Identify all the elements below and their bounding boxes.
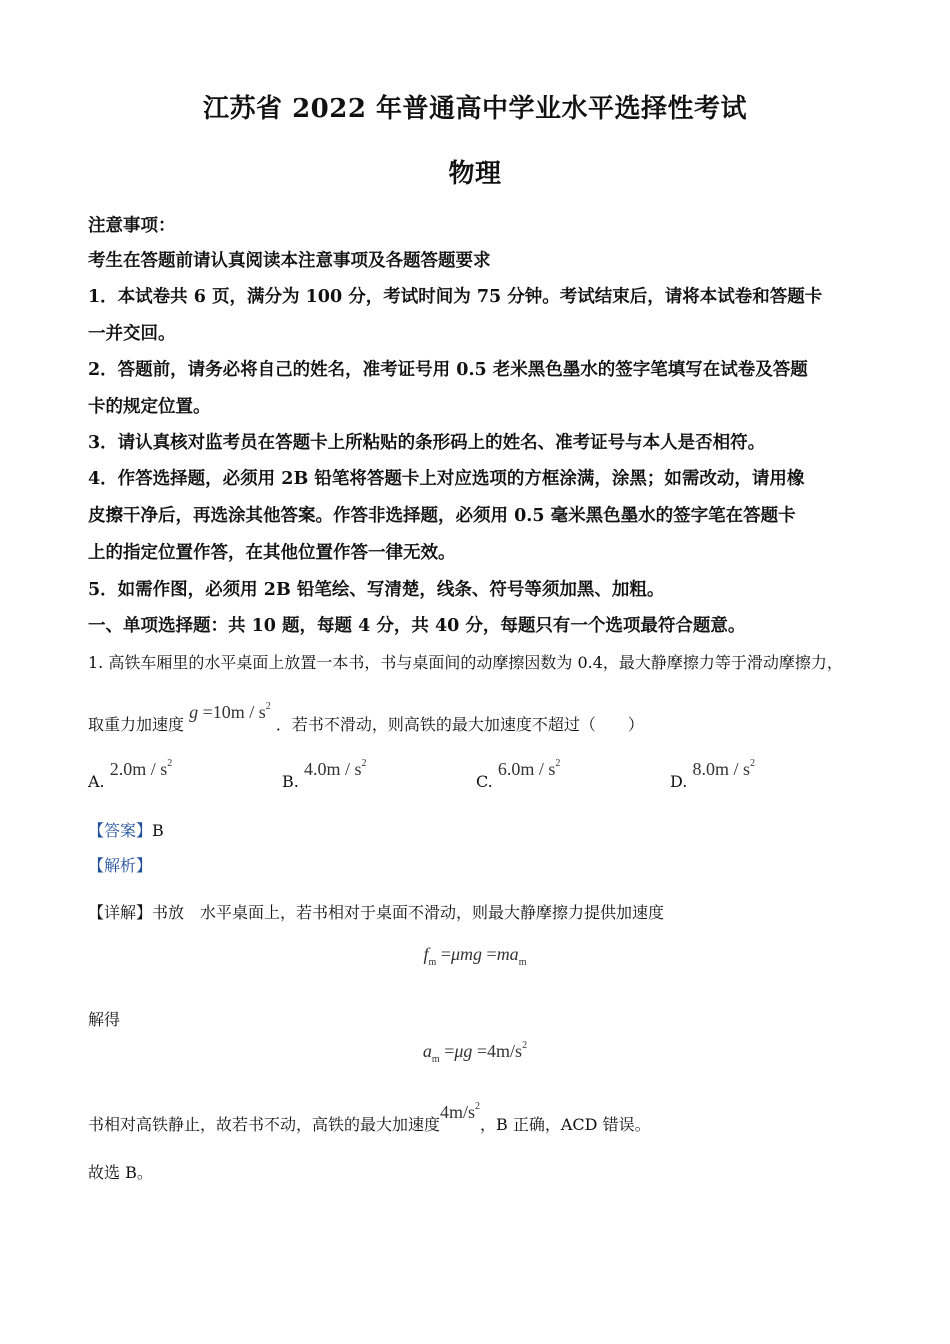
notice-item-4: 4．作答选择题，必须用 2B 铅笔将答题卡上对应选项的方框涂满，涂黑；如需改动，请用橡 xyxy=(88,469,805,489)
exponent: 2 xyxy=(475,1101,481,1112)
equation-friction xyxy=(0,944,950,968)
equals-sign: = xyxy=(440,944,451,964)
g-symbol: g xyxy=(189,702,199,722)
acceleration-value: =4m/s xyxy=(476,1041,523,1061)
option-b[interactable] xyxy=(282,758,367,791)
subscript-m: m xyxy=(428,957,437,968)
detail-line xyxy=(88,900,664,923)
option-a[interactable] xyxy=(88,758,173,791)
notice-heading: 注意事项： xyxy=(88,216,176,236)
option-c[interactable] xyxy=(476,758,561,791)
notice-item-4-cont-2: 上的指定位置作答，在其他位置作答一律无效。 xyxy=(88,543,456,563)
option-b-value: 4.0m / s xyxy=(303,759,362,779)
exponent: 2 xyxy=(265,701,271,712)
notice-item-2-cont: 卡的规定位置。 xyxy=(88,397,211,417)
exam-title: 江苏省 2022 年普通高中学业水平选择性考试 xyxy=(203,94,747,124)
gravity-formula xyxy=(189,702,271,722)
g-value: =10m / s xyxy=(202,702,266,722)
section-heading: 一、单项选择题：共 10 题，每题 4 分，共 40 分，每题只有一个选项最符合题意。 xyxy=(88,616,746,636)
option-d[interactable] xyxy=(670,758,755,791)
option-d-value: 8.0m / s xyxy=(692,759,750,779)
answer-value: B xyxy=(152,821,164,840)
option-a-letter: A. xyxy=(88,772,105,791)
conclusion-text: 书相对高铁静止，故若书不动，高铁的最大加速度 xyxy=(88,1115,441,1134)
conclusion-value: 4m/s xyxy=(440,1102,476,1122)
notice-item-1-cont: 一并交回。 xyxy=(88,324,176,344)
stem-text: 取重力加速度 xyxy=(88,715,185,734)
notice-item-1: 1．本试卷共 6 页，满分为 100 分，考试时间为 75 分钟。考试结束后，请将本试卷和答题卡 xyxy=(88,287,823,307)
option-a-value: 2.0m / s xyxy=(109,759,168,779)
option-c-value: 6.0m / s xyxy=(497,759,556,779)
exponent: 2 xyxy=(749,758,755,769)
exponent: 2 xyxy=(555,758,561,769)
notice-item-4-cont-1: 皮擦干净后，再选涂其他答案。作答非选择题，必须用 0.5 毫米黑色墨水的签字笔在答题卡 xyxy=(88,506,796,526)
answer-tag: 【答案】 xyxy=(88,821,153,840)
question-1-stem-cont xyxy=(88,700,644,734)
mu-mg: μmg xyxy=(450,944,483,964)
option-b-letter: B. xyxy=(282,772,299,791)
analysis-tag: 【解析】 xyxy=(88,856,153,875)
equation-acceleration xyxy=(0,1040,950,1065)
subscript-m: m xyxy=(431,1054,440,1065)
equals-sign: = xyxy=(444,1041,455,1061)
notice-item-2: 2．答题前，请务必将自己的姓名，准考证号用 0.5 老米黑色墨水的签字笔填写在试卷及答题 xyxy=(88,360,808,380)
notice-item-5: 5．如需作图，必须用 2B 铅笔绘、写清楚，线条、符号等须加黑、加粗。 xyxy=(88,580,665,600)
conclusion-line xyxy=(88,1100,651,1134)
ma-symbol: ma xyxy=(496,944,519,964)
subscript-m: m xyxy=(518,957,527,968)
detail-text: 书放 水平桌面上，若书相对于桌面不滑动，则最大静摩擦力提供加速度 xyxy=(152,903,665,922)
final-answer: 故选 B。 xyxy=(88,1163,153,1182)
solve-text: 解得 xyxy=(88,1010,121,1029)
notice-intro: 考生在答题前请认真阅读本注意事项及各题答题要求 xyxy=(88,251,491,271)
exponent: 2 xyxy=(522,1040,528,1051)
exponent: 2 xyxy=(167,758,173,769)
stem-question: ．若书不滑动，则高铁的最大加速度不超过（ ） xyxy=(275,715,644,734)
a-symbol: a xyxy=(422,1041,432,1061)
question-1-stem: 1. 高铁车厢里的水平桌面上放置一本书，书与桌面间的动摩擦因数为 0.4，最大静摩擦力等于滑动摩擦力， xyxy=(88,653,843,672)
conclusion-result: ，B 正确，ACD 错误。 xyxy=(480,1115,651,1134)
analysis-line xyxy=(88,853,152,876)
f-symbol: f xyxy=(423,944,429,964)
mu-g: μg xyxy=(454,1041,473,1061)
exponent: 2 xyxy=(361,758,367,769)
option-c-letter: C. xyxy=(476,772,493,791)
equals-sign-2: = xyxy=(486,944,497,964)
notice-item-3: 3．请认真核对监考员在答题卡上所粘贴的条形码上的姓名、准考证号与本人是否相符。 xyxy=(88,433,766,453)
answer-line xyxy=(88,818,164,841)
subject-title: 物理 xyxy=(448,159,502,189)
option-d-letter: D. xyxy=(670,772,688,791)
detail-tag: 【详解】 xyxy=(88,903,153,922)
